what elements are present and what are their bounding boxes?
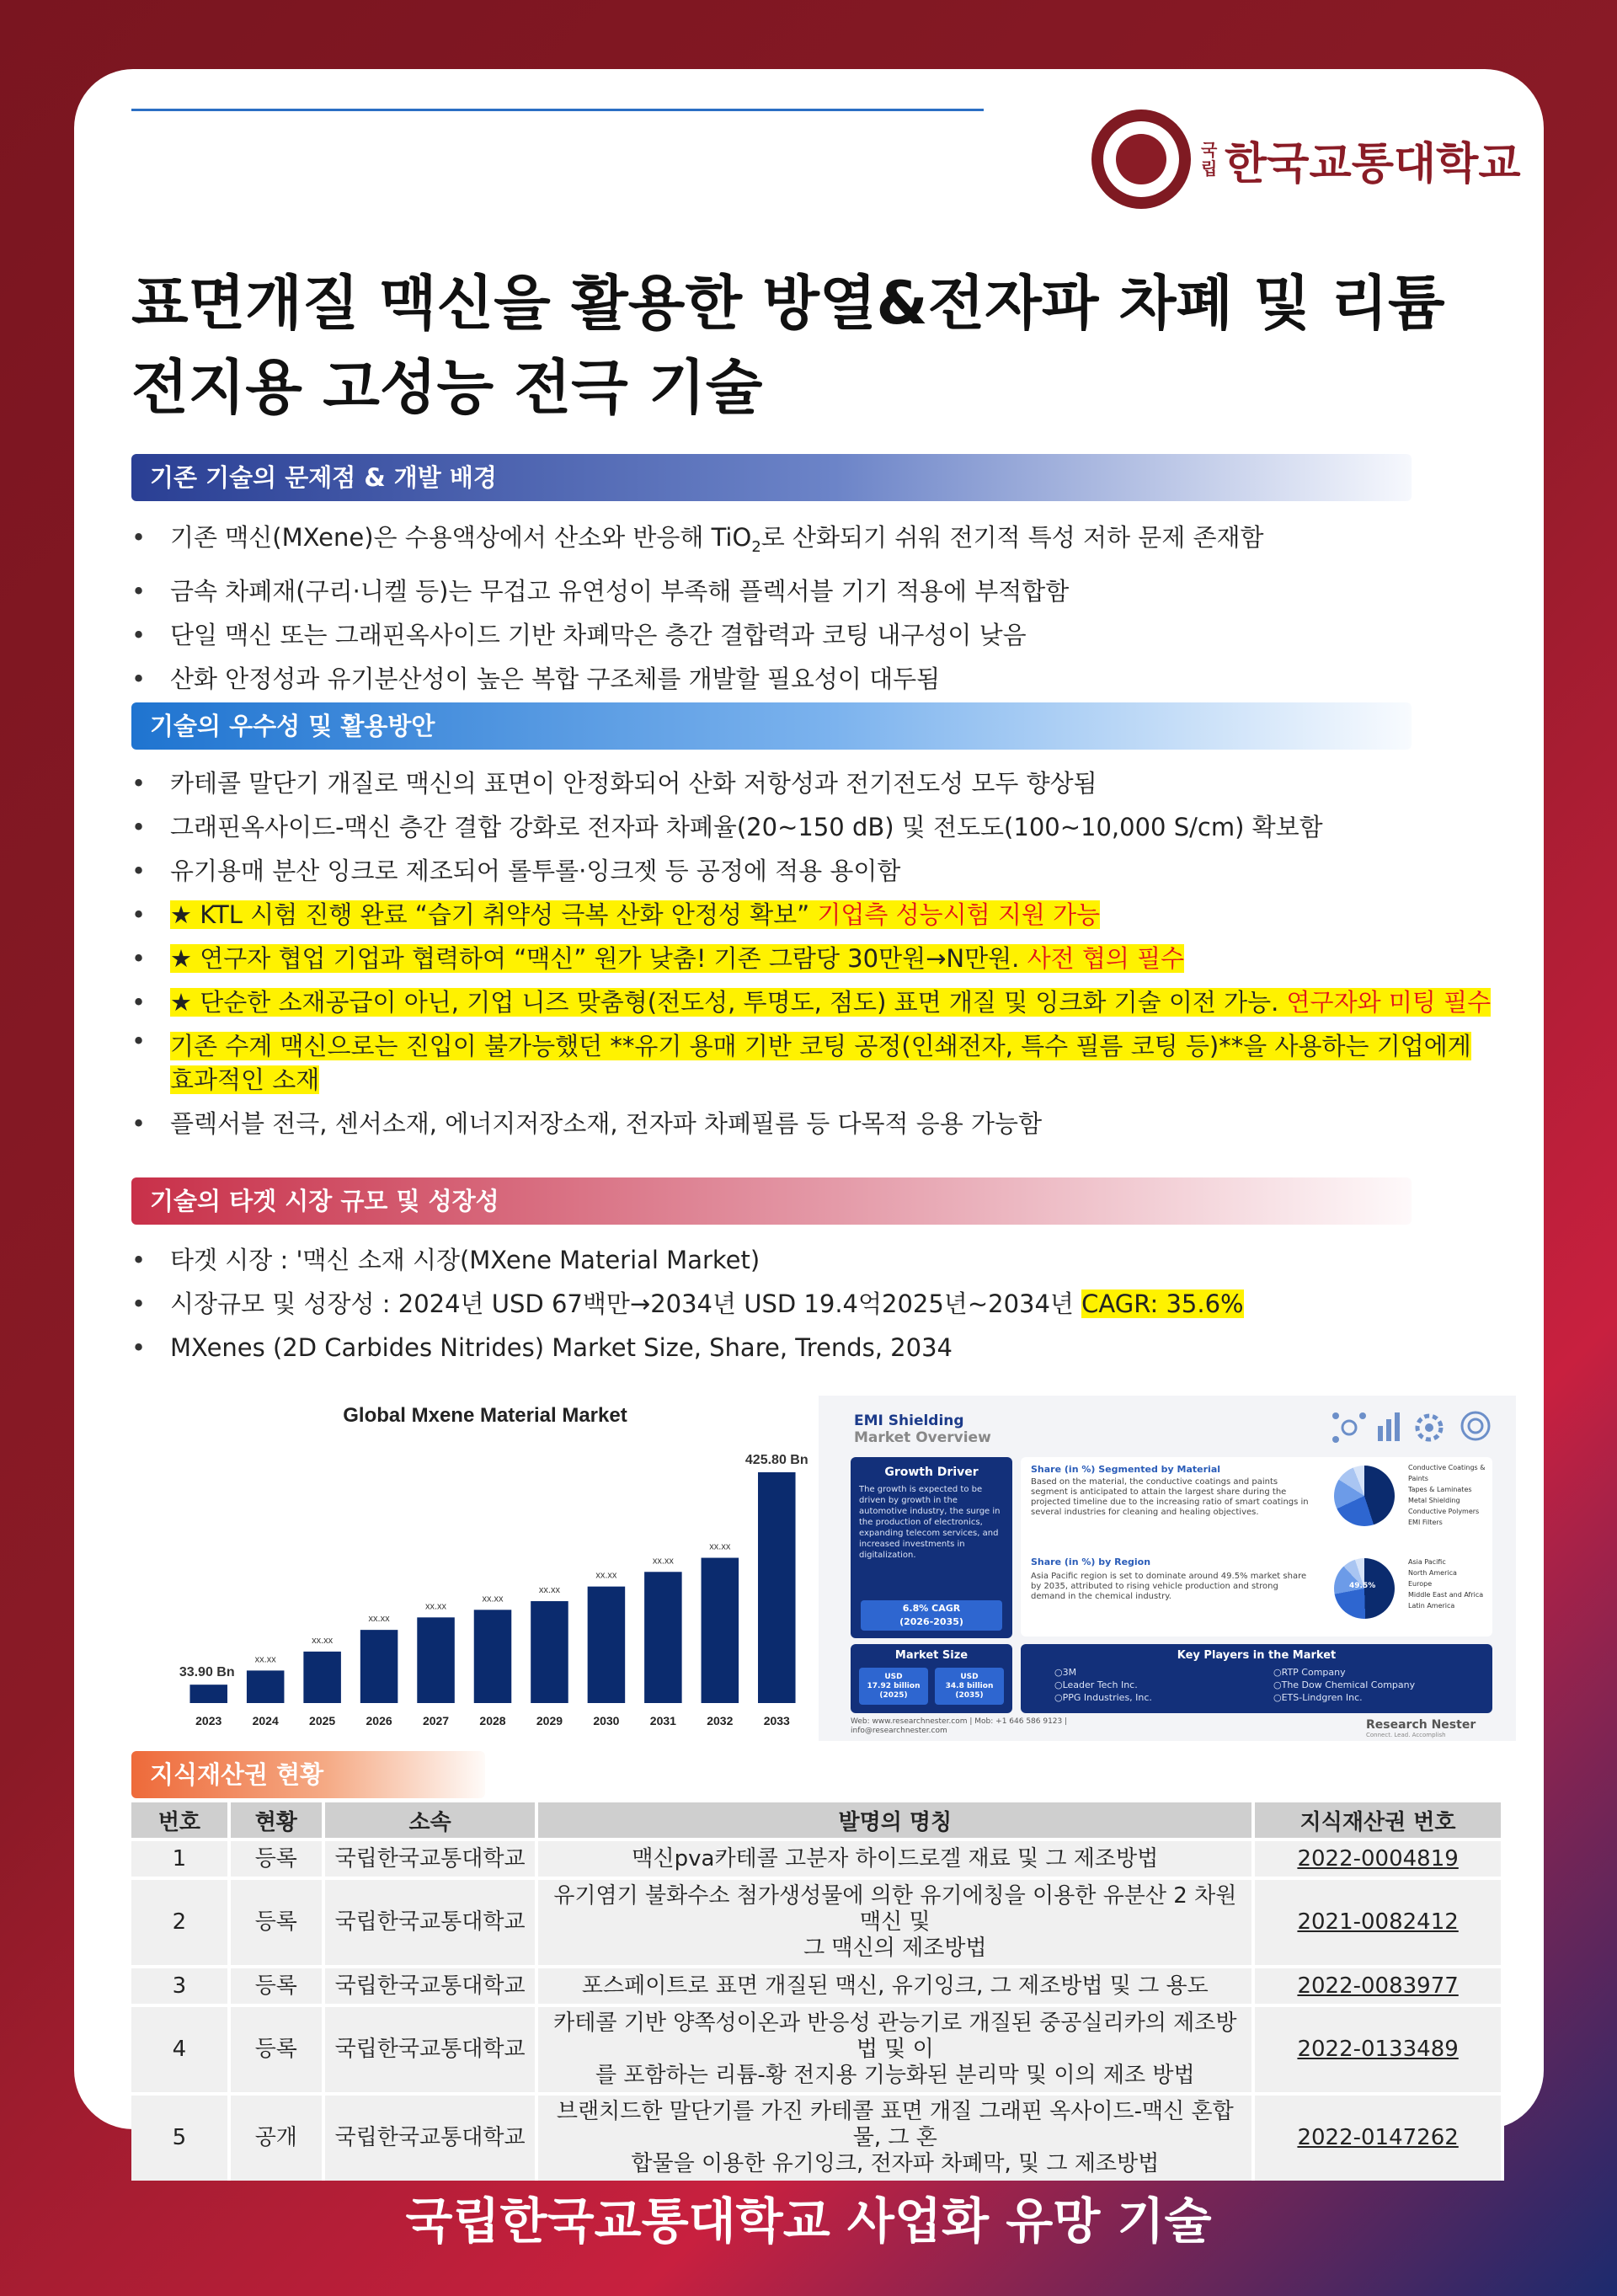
cell-ip-number[interactable]	[1253, 1878, 1502, 1967]
segment-region-title: Share (in %) by Region	[1031, 1556, 1151, 1567]
section-superiority-title: 기술의 우수성 및 활용방안	[131, 702, 1412, 750]
top-rule	[131, 109, 984, 111]
university-logo	[1091, 109, 1521, 209]
bar-2031	[644, 1572, 682, 1703]
table-row	[131, 1878, 1502, 1967]
cell-ip-number[interactable]	[1253, 1967, 1502, 2005]
list-item: • MXenes (2D Carbides Nitrides) Market Size, Share, Trends, 2034	[131, 1326, 1513, 1370]
content-card	[74, 69, 1544, 2176]
contact-info: Web: www.researchnester.com | Mob: +1 646 586 9123 | info@researchnester.com	[851, 1717, 1068, 1735]
cell-status: 등록	[229, 1967, 323, 2005]
x-tick-label: 2030	[593, 1714, 620, 1727]
segment-region-text: Asia Pacific region is set to dominate around 49.5% market share by 2035, attributed to rising vehicle production and strong demand in the chemical industry.	[1031, 1572, 1307, 1601]
bar-2026	[360, 1630, 398, 1703]
bar-chart-svg	[131, 1398, 815, 1735]
target-icon	[1462, 1412, 1489, 1439]
bar-2023	[189, 1685, 227, 1703]
list-item: • ★ 단순한 소재공급이 아닌, 기업 니즈 맞춤형(전도성, 투명도, 점도) 표면 개질 및 잉크화 기술 이전 가능. 연구자와 미팅 필수	[131, 980, 1513, 1024]
cagr-value: 6.8% CAGR	[902, 1603, 961, 1614]
cell-org: 국립한국교통대학교	[323, 2094, 537, 2181]
list-item: • 카테콜 말단기 개질로 맥신의 표면이 안정화되어 산화 저항성과 전기전도성 모두 향상됨	[131, 761, 1513, 805]
ip-number-link[interactable]: 2021-0082412	[1297, 1909, 1459, 1935]
segment-material-text: Based on the material, the conductive coatings and paints segment is anticipated to attain the largest share during the projected timeline due to the increasing ratio of smart coatings in several industries for cleaning and healing objectives.	[1031, 1477, 1309, 1517]
list-item: • 단일 맥신 또는 그래핀옥사이드 기반 차폐막은 층간 결합력과 코팅 내구성이 낮음	[131, 613, 1513, 657]
cell-title: 유기염기 불화수소 첨가생성물에 의한 유기에칭을 이용한 유분산 2 차원 맥신 및 그 맥신의 제조방법	[536, 1878, 1253, 1967]
list-item: • 그래핀옥사이드-맥신 층간 결합 강화로 전자파 차폐율(20~150 dB) 및 전도도(100~10,000 S/cm) 확보함	[131, 805, 1513, 849]
x-tick-label: 2033	[763, 1714, 790, 1727]
data-label: xx.xx	[538, 1585, 560, 1596]
data-label: xx.xx	[312, 1635, 334, 1646]
material-pie-chart	[1334, 1466, 1395, 1526]
university-seal-icon	[1091, 109, 1191, 209]
ip-number-link[interactable]: 2022-0004819	[1297, 1845, 1459, 1872]
title-line-1: 표면개질 맥신을 활용한 방열&전자파 차폐 및 리튬	[131, 269, 1445, 338]
material-legend: Conductive Coatings & Paints Tapes & Laminates Metal Shielding Conductive Polymers EMI Filters	[1408, 1464, 1486, 1526]
gear-icon	[1417, 1416, 1441, 1439]
bar-graph-icon	[1378, 1412, 1400, 1441]
growth-driver-panel	[851, 1457, 1012, 1638]
ip-number-link[interactable]: 2022-0147262	[1297, 2125, 1459, 2150]
bar-2033	[758, 1472, 796, 1703]
cell-ip-number[interactable]	[1253, 2005, 1502, 2094]
data-label: xx.xx	[709, 1541, 731, 1552]
x-tick-label: 2029	[536, 1714, 563, 1727]
cell-title: 포스페이트로 표면 개질된 맥신, 유기잉크, 그 제조방법 및 그 용도	[536, 1967, 1253, 2005]
list-item: • ★ KTL 시험 진행 완료 “습기 취약성 극복 산화 안정성 확보” 기업측 성능시험 지원 가능	[131, 893, 1513, 937]
market-bar-chart	[131, 1398, 815, 1735]
ip-number-link[interactable]: 2022-0133489	[1297, 2037, 1459, 2062]
title-line-2: 전지용 고성능 전극 기술	[131, 353, 763, 422]
data-label: xx.xx	[368, 1614, 390, 1625]
x-tick-label: 2031	[649, 1714, 676, 1727]
cell-status: 등록	[229, 1839, 323, 1878]
page-title	[131, 261, 1513, 430]
market-list	[131, 1238, 1513, 1370]
table-header-row	[131, 1802, 1502, 1839]
key-players-col-1: ○3M ○Leader Tech Inc. ○PPG Industries, Inc.	[1054, 1667, 1152, 1703]
data-label: xx.xx	[652, 1556, 674, 1567]
research-nester-logo: Research Nester Connect. Lead. Accomplish	[1366, 1718, 1476, 1738]
header-title: 발명의 명칭	[536, 1802, 1253, 1839]
superiority-list	[131, 761, 1513, 1145]
cell-ip-number[interactable]	[1253, 1839, 1502, 1878]
cell-ip-number[interactable]	[1253, 2094, 1502, 2181]
footer-banner: 국립한국교통대학교 사업화 유망 기술	[405, 2192, 1212, 2250]
bar-2029	[531, 1601, 568, 1703]
university-small-label: 국립	[1201, 140, 1218, 179]
cell-no: 2	[131, 1878, 229, 1967]
market-size-title: Market Size	[894, 1649, 969, 1662]
section-market-title: 기술의 타겟 시장 규모 및 성장성	[131, 1177, 1412, 1225]
emi-title: EMI Shielding	[854, 1412, 964, 1429]
emi-subtitle: Market Overview	[854, 1429, 991, 1446]
cell-no: 4	[131, 2005, 229, 2094]
segment-panel	[1021, 1457, 1492, 1637]
cell-no: 5	[131, 2094, 229, 2181]
data-label: xx.xx	[482, 1594, 504, 1605]
x-tick-label: 2032	[707, 1714, 734, 1727]
header-no: 번호	[131, 1802, 229, 1839]
cagr-badge	[861, 1600, 1002, 1631]
table-row	[131, 1967, 1502, 2005]
bar-2027	[417, 1617, 455, 1703]
cell-org: 국립한국교통대학교	[323, 1878, 537, 1967]
list-item: • 금속 차폐재(구리·니켈 등)는 무겁고 유연성이 부족해 플렉서블 기기 적용에 부적합함	[131, 569, 1513, 613]
list-item: • ★ 연구자 협업 기업과 협력하여 “맥신” 원가 낮춤! 기존 그람당 30만원→N만원. 사전 협의 필수	[131, 937, 1513, 980]
header-ip-number: 지식재산권 번호	[1253, 1802, 1502, 1839]
cell-title: 카테콜 기반 양쪽성이온과 반응성 관능기로 개질된 중공실리카의 제조방법 및 이 를 포함하는 리튬-황 전지용 기능화된 분리막 및 이의 제조 방법	[536, 2005, 1253, 2094]
cell-title: 맥신pva카테콜 고분자 하이드로겔 재료 및 그 제조방법	[536, 1839, 1253, 1878]
bar-2028	[474, 1610, 512, 1703]
data-label: xx.xx	[595, 1570, 617, 1581]
x-tick-label: 2027	[422, 1714, 450, 1727]
region-legend: Asia Pacific North America Europe Middle East and Africa Latin America	[1408, 1558, 1484, 1610]
cell-org: 국립한국교통대학교	[323, 1839, 537, 1878]
key-players-panel	[1021, 1644, 1492, 1713]
market-size-2025: USD 17.92 billion (2025)	[859, 1668, 928, 1705]
header-org: 소속	[323, 1802, 537, 1839]
list-item: • 플렉서블 전극, 센서소재, 에너지저장소재, 전자파 차폐필름 등 다목적 응용 가능함	[131, 1102, 1513, 1145]
x-tick-label: 2025	[309, 1714, 336, 1727]
list-item: • 기존 수계 맥신으로는 진입이 불가능했던 **유기 용매 기반 코팅 공정(인쇄전자, 특수 필름 코팅 등)**을 사용하는 기업에게 효과적인 소재	[131, 1024, 1513, 1102]
cell-no: 3	[131, 1967, 229, 2005]
background-list	[131, 515, 1513, 701]
region-pie-chart	[1334, 1558, 1395, 1619]
ip-table	[131, 1802, 1504, 2181]
ip-number-link[interactable]: 2022-0083977	[1297, 1973, 1459, 1999]
cell-org: 국립한국교통대학교	[323, 2005, 537, 2094]
list-item: • 기존 맥신(MXene)은 수용액상에서 산소와 반응해 TiO$_2$로 산화되기 쉬워 전기적 특성 저하 문제 존재함	[131, 515, 1513, 569]
list-item: • 산화 안정성과 유기분산성이 높은 복합 구조체를 개발할 필요성이 대두됨	[131, 657, 1513, 701]
key-players-col-2: ○RTP Company ○The Dow Chemical Company ○ETS-Lindgren Inc.	[1273, 1667, 1416, 1703]
growth-driver-text: The growth is expected to be driven by growth in the automotive industry, the surge in the production of electronics, expanding telecom services, and increased investments in digitalization.	[859, 1485, 1001, 1560]
key-players-title: Key Players in the Market	[1177, 1649, 1337, 1662]
table-row	[131, 2094, 1502, 2181]
list-item: • 유기용매 분산 잉크로 제조되어 롤투롤·잉크젯 등 공정에 적용 용이함	[131, 849, 1513, 893]
table-row	[131, 2005, 1502, 2094]
bar-2030	[588, 1587, 626, 1703]
cell-org: 국립한국교통대학교	[323, 1967, 537, 2005]
cagr-period: (2026-2035)	[899, 1616, 963, 1627]
network-icon	[1332, 1412, 1366, 1443]
emi-shielding-infographic	[819, 1396, 1516, 1741]
x-tick-label: 2028	[479, 1714, 506, 1727]
data-label: 33.90 Bn	[179, 1665, 235, 1680]
data-label: xx.xx	[254, 1654, 276, 1665]
bar-2024	[247, 1670, 285, 1703]
cell-status: 등록	[229, 2005, 323, 2094]
emi-icons	[1324, 1402, 1509, 1453]
data-label: xx.xx	[425, 1601, 447, 1612]
growth-driver-title: Growth Driver	[884, 1466, 979, 1479]
cell-status: 등록	[229, 1878, 323, 1967]
cell-no: 1	[131, 1839, 229, 1878]
bar-2025	[303, 1652, 341, 1703]
university-name: 한국교통대학교	[1225, 138, 1521, 190]
section-background-title: 기존 기술의 문제점 & 개발 배경	[131, 454, 1412, 501]
bar-2032	[702, 1558, 739, 1703]
section-ip-title: 지식재산권 현황	[131, 1751, 485, 1798]
x-tick-label: 2024	[252, 1714, 279, 1727]
market-size-panel	[851, 1644, 1012, 1713]
list-item: • 타겟 시장 : '맥신 소재 시장(MXene Material Market)	[131, 1238, 1513, 1282]
market-size-2035: USD 34.8 billion (2035)	[935, 1668, 1004, 1705]
x-tick-label: 2023	[195, 1714, 222, 1727]
cell-status: 공개	[229, 2094, 323, 2181]
chart-title: Global Mxene Material Market	[343, 1404, 627, 1427]
cell-title: 브랜치드한 말단기를 가진 카테콜 표면 개질 그래핀 옥사이드-맥신 혼합물, 그 혼 합물을 이용한 유기잉크, 전자파 차폐막, 및 그 제조방법	[536, 2094, 1253, 2181]
header-status: 현황	[229, 1802, 323, 1839]
data-label: 425.80 Bn	[744, 1453, 808, 1467]
region-pie-label: 49.5%	[1349, 1582, 1376, 1590]
table-row	[131, 1839, 1502, 1878]
x-tick-label: 2026	[366, 1714, 392, 1727]
list-item: • 시장규모 및 성장성 : 2024년 USD 67백만→2034년 USD 19.4억2025년~2034년 CAGR: 35.6%	[131, 1282, 1513, 1326]
segment-material-title: Share (in %) Segmented by Material	[1031, 1464, 1221, 1475]
